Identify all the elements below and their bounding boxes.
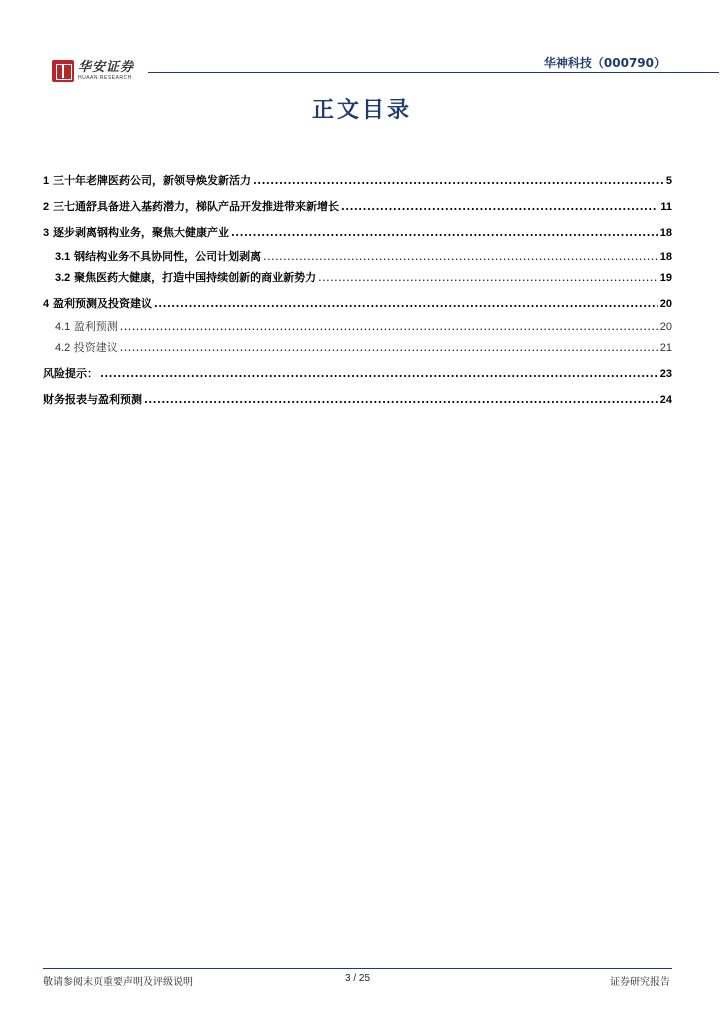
- toc-entry[interactable]: [43, 198, 672, 216]
- toc-leader: [120, 339, 658, 357]
- company-logo: [52, 60, 134, 82]
- toc-entry-number: 3: [43, 227, 50, 239]
- toc-entry-number: 4.2: [55, 342, 71, 354]
- logo-seal-icon: [52, 60, 74, 82]
- toc-entry-page: 5: [665, 175, 672, 187]
- toc-entry-page: 19: [659, 272, 672, 284]
- toc-entry[interactable]: [43, 391, 672, 409]
- toc-entry-number: 4.1: [55, 321, 71, 333]
- page-footer: [43, 973, 672, 989]
- toc-entry-number: 3.1: [55, 251, 71, 263]
- header-divider: [148, 72, 719, 73]
- toc-leader: [144, 391, 658, 409]
- page-number: 3 / 25: [344, 973, 371, 984]
- toc-entry-number: 1: [43, 175, 50, 187]
- toc-entry-title: 盈利预测及投资建议: [52, 297, 152, 310]
- footer-report-type: 证券研究报告: [610, 977, 670, 988]
- toc-entry-title: 钢结构业务不具协同性，公司计划剥离: [74, 250, 262, 263]
- toc-entry-page: 20: [659, 321, 672, 333]
- footer-disclaimer: 敬请参阅末页重要声明及评级说明: [43, 977, 193, 988]
- toc-entry-title: 三十年老牌医药公司，新领导焕发新活力: [52, 174, 251, 187]
- footer-divider: [43, 968, 672, 969]
- toc-leader: [154, 295, 658, 313]
- toc-entry-page: 18: [659, 251, 672, 263]
- toc-entry-title: 聚焦医药大健康，打造中国持续创新的商业新势力: [74, 271, 317, 284]
- toc-leader: [318, 269, 658, 287]
- toc-entry-title: 财务报表与盈利预测: [43, 393, 142, 406]
- toc-leader: [120, 318, 658, 336]
- toc-entry[interactable]: [43, 318, 672, 336]
- table-of-contents: [43, 172, 672, 409]
- toc-entry-number: 3.2: [55, 272, 71, 284]
- toc-leader: [253, 172, 664, 190]
- logo-chinese-name: 华安证券: [78, 60, 135, 75]
- toc-leader: [341, 198, 658, 216]
- page-header: [52, 52, 672, 88]
- logo-english-name: HUAAN RESEARCH: [78, 75, 132, 81]
- toc-entry[interactable]: [43, 172, 672, 190]
- toc-entry-title: 风险提示：: [43, 367, 98, 380]
- toc-entry[interactable]: [43, 365, 672, 383]
- toc-entry[interactable]: [43, 269, 672, 287]
- toc-entry-page: 18: [659, 227, 672, 239]
- toc-entry-number: 2: [43, 201, 50, 213]
- toc-entry[interactable]: [43, 295, 672, 313]
- page-title: 正文目录: [311, 97, 412, 123]
- toc-entry-title: 投资建议: [73, 341, 118, 354]
- toc-leader: [100, 365, 658, 383]
- toc-entry[interactable]: [43, 248, 672, 266]
- toc-entry-title: 三七通舒具备进入基药潜力，梯队产品开发推进带来新增长: [52, 200, 339, 213]
- toc-entry-page: 23: [659, 368, 672, 380]
- toc-entry-title: 盈利预测: [73, 320, 118, 333]
- toc-entry-title: 逐步剥离钢构业务，聚焦大健康产业: [52, 226, 229, 239]
- toc-entry-page: 24: [659, 394, 672, 406]
- toc-leader: [263, 248, 658, 266]
- header-company-ticker: 华神科技（000790）: [543, 56, 666, 70]
- toc-entry-page: 20: [659, 298, 672, 310]
- toc-entry-page: 11: [660, 201, 672, 213]
- toc-entry[interactable]: [43, 224, 672, 242]
- toc-leader: [231, 224, 658, 242]
- toc-entry[interactable]: [43, 339, 672, 357]
- toc-entry-number: 4: [43, 298, 50, 310]
- toc-entry-page: 21: [659, 342, 672, 354]
